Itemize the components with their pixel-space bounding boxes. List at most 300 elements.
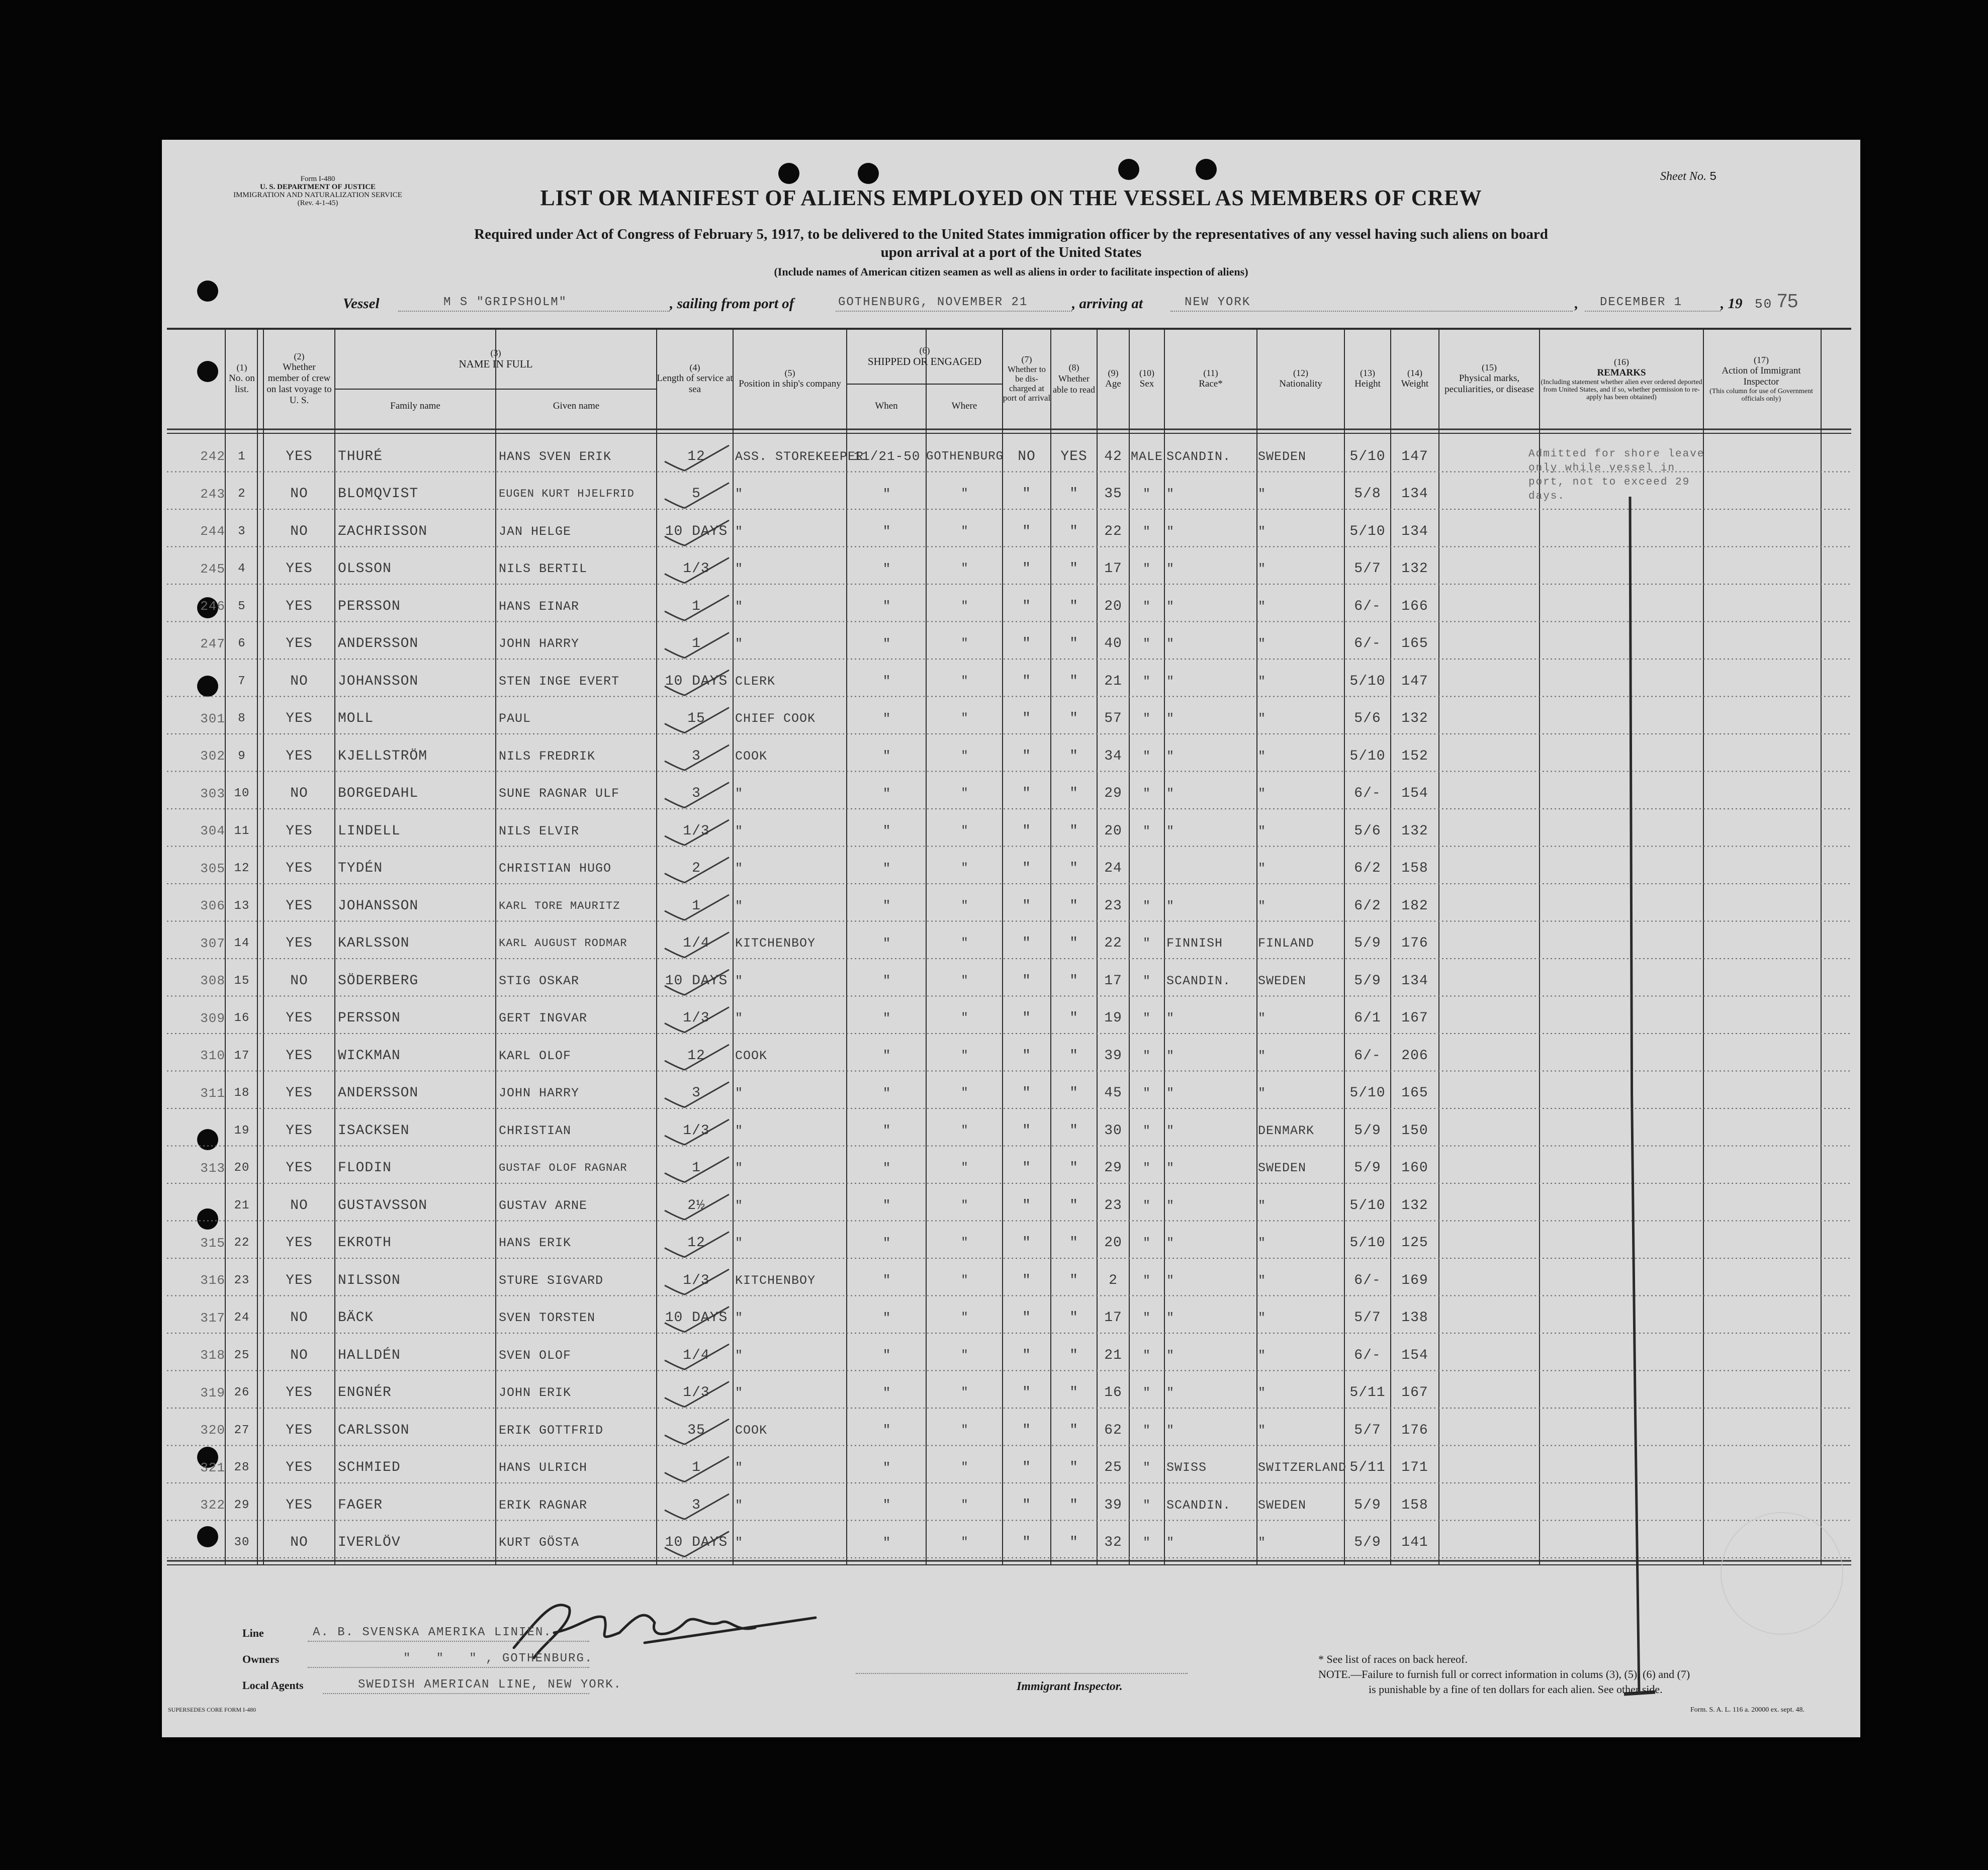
row-14-no: 14	[234, 937, 250, 951]
col17-note: (This column for use of Government officials only)	[1709, 388, 1813, 403]
row-18-no: 18	[234, 1086, 250, 1100]
owners-leader	[308, 1667, 589, 1668]
col15-label: Physical marks, peculiarities, or disease	[1444, 373, 1534, 395]
row-27-race: "	[1166, 1423, 1175, 1438]
row-16-prev: YES	[286, 1010, 313, 1026]
row-20-when: "	[882, 1160, 891, 1176]
row-9-ref: 302	[200, 749, 225, 764]
col12-label: Nationality	[1279, 379, 1322, 389]
row-18-wt: 165	[1401, 1085, 1428, 1101]
row-4-given: NILS BERTIL	[499, 562, 588, 577]
row-2-prev: NO	[290, 486, 308, 502]
row-9-pos: COOK	[735, 749, 768, 764]
row-3-ref: 244	[200, 524, 225, 539]
row-2-given: EUGEN KURT HJELFRID	[499, 488, 635, 501]
row-19-where: "	[961, 1124, 969, 1138]
row-5-when: "	[882, 599, 891, 614]
header-col10	[1129, 331, 1164, 426]
note-races: * See list of races on back hereof.	[1318, 1653, 1468, 1665]
row-30-no: 30	[234, 1536, 250, 1550]
row-8-nat: "	[1258, 711, 1267, 726]
row-11-ht: 5/6	[1354, 823, 1381, 839]
row-1-dis: NO	[1018, 448, 1036, 464]
row-29-sex: "	[1142, 1498, 1151, 1513]
row-14-race: FINNISH	[1166, 936, 1223, 951]
col6-label: SHIPPED OR ENGAGED	[867, 355, 982, 367]
row-19-ht: 5/9	[1354, 1123, 1381, 1139]
row-17-when: "	[882, 1048, 891, 1064]
header-col15	[1439, 331, 1540, 426]
row-16-ref: 309	[200, 1010, 225, 1026]
row-24-los: 10 DAYS	[665, 1310, 728, 1326]
row-24-prev: NO	[290, 1310, 308, 1326]
row-9-prev: YES	[286, 748, 313, 764]
row-7-given: STEN INGE EVERT	[499, 674, 620, 689]
row-7-where: "	[961, 674, 969, 688]
row-16-los: 1/3	[683, 1010, 710, 1026]
row-8-los: 15	[687, 711, 705, 727]
row-3-nat: "	[1258, 524, 1267, 539]
row-6-dis: "	[1022, 636, 1031, 652]
header-col3	[335, 331, 657, 386]
row-9-given: NILS FREDRIK	[499, 749, 596, 764]
row-6-pos: "	[735, 636, 744, 651]
row-14-los: 1/4	[683, 936, 710, 952]
row-13-family: JOHANSSON	[338, 898, 419, 914]
row-10-race: "	[1166, 786, 1175, 801]
row-5-where: "	[961, 599, 969, 613]
row-21-given: GUSTAV ARNE	[499, 1198, 588, 1213]
row-13-prev: YES	[286, 898, 313, 914]
row-24-when: "	[882, 1310, 891, 1326]
row-22-los: 12	[687, 1235, 705, 1251]
row-29-nat: SWEDEN	[1258, 1498, 1307, 1513]
row-4-ref: 245	[200, 561, 225, 577]
row-2-family: BLOMQVIST	[338, 486, 419, 502]
row-7-wt: 147	[1401, 673, 1428, 689]
agents-leader	[323, 1693, 589, 1694]
row-13-age: 23	[1104, 898, 1122, 914]
row-2-when: "	[882, 486, 891, 502]
row-13-where: "	[961, 899, 969, 913]
row-8-ref: 301	[200, 711, 225, 726]
row-28-where: "	[961, 1461, 969, 1475]
row-3-dis: "	[1022, 523, 1031, 539]
col7-number: (7)	[1021, 354, 1032, 364]
row-5-ht: 6/-	[1354, 598, 1381, 614]
row-30-age: 32	[1104, 1535, 1122, 1551]
row-12-sex	[1129, 853, 1164, 885]
row-8-age: 57	[1104, 711, 1122, 727]
row-16-race: "	[1166, 1011, 1175, 1026]
row-2-age: 35	[1104, 486, 1122, 502]
row-5-no: 5	[238, 599, 246, 613]
row-15-race: SCANDIN.	[1166, 973, 1231, 988]
col15-number: (15)	[1482, 362, 1497, 372]
row-1-los: 12	[687, 448, 705, 464]
row-4-ht: 5/7	[1354, 561, 1381, 577]
row-5-prev: YES	[286, 598, 313, 614]
header-col8	[1051, 331, 1097, 426]
row-1-age: 42	[1104, 448, 1122, 464]
row-15-wt: 134	[1401, 973, 1428, 989]
row-17-where: "	[961, 1049, 969, 1063]
row-26-sex: "	[1142, 1385, 1151, 1400]
form-service: IMMIGRATION AND NATURALIZATION SERVICE	[233, 191, 402, 199]
row-15-ref: 308	[200, 973, 225, 989]
row-27-prev: YES	[286, 1422, 313, 1438]
row-27-age: 62	[1104, 1422, 1122, 1438]
comma-separator: ,	[1575, 296, 1579, 312]
row-11-family: LINDELL	[338, 823, 401, 839]
row-7-sex: "	[1142, 674, 1151, 689]
row-14-read: "	[1069, 936, 1078, 952]
row-19-given: CHRISTIAN	[499, 1123, 572, 1138]
row-28-los: 1	[692, 1460, 701, 1476]
row-24-pos: "	[735, 1311, 744, 1326]
row-25-read: "	[1069, 1347, 1078, 1363]
row-18-ht: 5/10	[1349, 1085, 1386, 1101]
row-16-pos: "	[735, 1011, 744, 1026]
row-20-given: GUSTAF OLOF RAGNAR	[499, 1162, 627, 1175]
row-19-wt: 150	[1401, 1123, 1428, 1139]
row-1-wt: 147	[1401, 448, 1428, 464]
row-9-read: "	[1069, 748, 1078, 764]
row-13-when: "	[882, 898, 891, 914]
row-28-ht: 5/11	[1349, 1460, 1386, 1476]
row-1-family: THURÉ	[338, 448, 383, 464]
row-5-given: HANS EINAR	[499, 599, 580, 614]
row-15-when: "	[882, 973, 891, 989]
col1-label: No. on list.	[229, 373, 255, 395]
row-9-no: 9	[238, 749, 246, 763]
row-14-where: "	[961, 937, 969, 951]
row-30-where: "	[961, 1536, 969, 1550]
row-2-ht: 5/8	[1354, 486, 1381, 502]
row-19-race: "	[1166, 1123, 1175, 1138]
row-2-pos: "	[735, 487, 744, 502]
row-26-when: "	[882, 1385, 891, 1400]
row-12-los: 2	[692, 861, 701, 877]
row-9-when: "	[882, 749, 891, 764]
inspector-label: Immigrant Inspector.	[1017, 1680, 1123, 1693]
row-7-read: "	[1069, 673, 1078, 689]
row-14-pos: KITCHENBOY	[735, 936, 816, 951]
row-23-no: 23	[234, 1273, 250, 1287]
row-13-race: "	[1166, 898, 1175, 913]
row-20-read: "	[1069, 1160, 1078, 1176]
row-5-dis: "	[1022, 598, 1031, 614]
row-2-sex: "	[1142, 487, 1151, 502]
row-15-prev: NO	[290, 973, 308, 989]
row-21-dis: "	[1022, 1197, 1031, 1213]
row-4-prev: YES	[286, 561, 313, 577]
row-18-sex: "	[1142, 1086, 1151, 1101]
page-number: 75	[1777, 291, 1798, 312]
row-25-los: 1/4	[683, 1347, 710, 1363]
row-28-when: "	[882, 1460, 891, 1475]
row-16-wt: 167	[1401, 1010, 1428, 1026]
row-21-pos: "	[735, 1198, 744, 1213]
row-2-dis: "	[1022, 486, 1031, 502]
row-1-ht: 5/10	[1349, 448, 1386, 464]
row-30-when: "	[882, 1535, 891, 1550]
row-12-where: "	[961, 862, 969, 876]
arrival-port: NEW YORK	[1185, 296, 1251, 309]
row-6-family: ANDERSSON	[338, 636, 419, 652]
row-15-ht: 5/9	[1354, 973, 1381, 989]
row-20-no: 20	[234, 1161, 250, 1175]
row-28-pos: "	[735, 1460, 744, 1475]
row-3-pos: "	[735, 524, 744, 539]
row-19-pos: "	[735, 1123, 744, 1138]
row-17-no: 17	[234, 1049, 250, 1063]
row-29-wt: 158	[1401, 1497, 1428, 1513]
row-19-los: 1/3	[683, 1123, 710, 1139]
row-21-family: GUSTAVSSON	[338, 1197, 428, 1213]
row-12-dis: "	[1022, 861, 1031, 877]
row-27-family: CARLSSON	[338, 1422, 410, 1438]
row-25-race: "	[1166, 1348, 1175, 1363]
row-9-los: 3	[692, 748, 701, 764]
row-13-sex: "	[1142, 898, 1151, 913]
row-15-read: "	[1069, 973, 1078, 989]
row-21-race: "	[1166, 1198, 1175, 1213]
agents-value: SWEDISH AMERICAN LINE, NEW YORK.	[358, 1678, 622, 1692]
row-1-pos: ASS. STOREKEEPER	[735, 449, 864, 464]
row-10-dis: "	[1022, 786, 1031, 802]
row-6-prev: YES	[286, 636, 313, 652]
header-col17	[1703, 331, 1819, 426]
row-20-race: "	[1166, 1161, 1175, 1176]
row-14-sex: "	[1142, 936, 1151, 951]
vessel-label: Vessel	[343, 296, 380, 312]
seal-stamp	[1721, 1512, 1843, 1635]
row-28-race: SWISS	[1166, 1460, 1207, 1475]
row-27-given: ERIK GOTTFRID	[499, 1423, 604, 1438]
row-18-given: JOHN HARRY	[499, 1086, 580, 1101]
row-26-where: "	[961, 1386, 969, 1400]
row-15-nat: SWEDEN	[1258, 973, 1307, 988]
manifest-subtitle-1: Required under Act of Congress of February 5, 1917, to be delivered to the United States immigration officer by the representatives of any vessel having such aliens on board	[474, 226, 1548, 242]
row-23-ref: 316	[200, 1273, 225, 1288]
row-7-ht: 5/10	[1349, 673, 1386, 689]
row-17-ref: 310	[200, 1048, 225, 1064]
row-19-prev: YES	[286, 1123, 313, 1139]
row-27-wt: 176	[1401, 1422, 1428, 1438]
row-6-age: 40	[1104, 636, 1122, 652]
row-13-dis: "	[1022, 898, 1031, 914]
row-1-ref: 242	[200, 449, 225, 464]
row-2-ref: 243	[200, 486, 225, 502]
row-10-given: SUNE RAGNAR ULF	[499, 786, 620, 801]
row-18-family: ANDERSSON	[338, 1085, 419, 1101]
row-4-nat: "	[1258, 562, 1267, 577]
row-11-dis: "	[1022, 823, 1031, 839]
row-30-prev: NO	[290, 1535, 308, 1551]
row-13-read: "	[1069, 898, 1078, 914]
row-24-where: "	[961, 1311, 969, 1325]
row-22-no: 22	[234, 1236, 250, 1250]
row-2-read: "	[1069, 486, 1078, 502]
row-4-race: "	[1166, 562, 1175, 577]
row-28-ref: 321	[200, 1460, 225, 1475]
row-22-sex: "	[1142, 1236, 1151, 1251]
row-6-nat: "	[1258, 636, 1267, 651]
row-12-pos: "	[735, 861, 744, 876]
col17-number: (17)	[1754, 355, 1769, 365]
row-14-ht: 5/9	[1354, 936, 1381, 952]
row-27-pos: COOK	[735, 1423, 768, 1438]
row-27-where: "	[961, 1423, 969, 1437]
form-number: Form I-480	[300, 175, 335, 183]
row-12-read: "	[1069, 861, 1078, 877]
arriving-label: , arriving at	[1072, 296, 1143, 312]
row-11-no: 11	[234, 824, 250, 838]
row-20-dis: "	[1022, 1160, 1031, 1176]
row-11-pos: "	[735, 823, 744, 838]
departure-port: GOTHENBURG, NOVEMBER 21	[838, 296, 1028, 309]
sheet-label: Sheet No.	[1660, 170, 1706, 183]
row-26-los: 1/3	[683, 1385, 710, 1401]
row-18-where: "	[961, 1086, 969, 1100]
row-16-where: "	[961, 1011, 969, 1025]
row-13-los: 1	[692, 898, 701, 914]
row-26-family: ENGNÉR	[338, 1385, 392, 1401]
row-25-age: 21	[1104, 1347, 1122, 1363]
row-25-wt: 154	[1401, 1347, 1428, 1363]
manifest-subtitle-2: upon arrival at a port of the United States	[880, 244, 1142, 260]
col14-label: Weight	[1401, 379, 1429, 389]
col9-number: (9)	[1108, 368, 1119, 378]
agents-label: Local Agents	[242, 1679, 304, 1692]
row-25-when: "	[882, 1348, 891, 1363]
row-21-ref	[170, 1189, 225, 1222]
row-23-race: "	[1166, 1273, 1175, 1288]
row-26-dis: "	[1022, 1385, 1031, 1401]
form-department: U. S. DEPARTMENT OF JUSTICE	[259, 183, 376, 191]
row-19-family: ISACKSEN	[338, 1123, 410, 1139]
row-17-given: KARL OLOF	[499, 1048, 572, 1063]
row-17-ht: 6/-	[1354, 1048, 1381, 1064]
col2-number: (2)	[294, 351, 305, 361]
row-21-age: 23	[1104, 1197, 1122, 1213]
row-30-dis: "	[1022, 1535, 1031, 1551]
row-23-family: NILSSON	[338, 1272, 401, 1288]
row-6-ht: 6/-	[1354, 636, 1381, 652]
row-6-no: 6	[238, 637, 246, 651]
row-11-given: NILS ELVIR	[499, 823, 580, 838]
row-2-race: "	[1166, 487, 1175, 502]
row-9-dis: "	[1022, 748, 1031, 764]
header-col16	[1540, 331, 1703, 426]
row-2-nat: "	[1258, 487, 1267, 502]
row-12-ht: 6/2	[1354, 861, 1381, 877]
row-15-no: 15	[234, 974, 250, 988]
header-col4	[657, 331, 733, 426]
row-14-wt: 176	[1401, 936, 1428, 952]
header-col13	[1344, 331, 1391, 426]
row-29-where: "	[961, 1498, 969, 1512]
row-27-los: 35	[687, 1422, 705, 1438]
row-22-prev: YES	[286, 1235, 313, 1251]
row-22-nat: "	[1258, 1236, 1267, 1251]
row-4-los: 1/3	[683, 561, 710, 577]
col16-note: (Including statement whether alien ever ordered deported from United States, and if so, whether permission to re-apply has been obtained)	[1541, 378, 1702, 401]
row-11-nat: "	[1258, 823, 1267, 838]
row-16-no: 16	[234, 1011, 250, 1025]
year-prefix: , 19	[1721, 296, 1743, 312]
row-27-read: "	[1069, 1422, 1078, 1438]
note-line-1: NOTE.—Failure to furnish full or correct information in colums (3), (5), (6) and (7)	[1318, 1668, 1690, 1680]
row-3-age: 22	[1104, 523, 1122, 539]
row-6-sex: "	[1142, 636, 1151, 651]
row-19-ref	[170, 1114, 225, 1147]
row-24-read: "	[1069, 1310, 1078, 1326]
row-15-where: "	[961, 974, 969, 988]
col1-number: (1)	[236, 362, 247, 372]
row-21-when: "	[882, 1198, 891, 1213]
owners-value: " " " , GOTHENBURG.	[403, 1652, 593, 1665]
row-24-race: "	[1166, 1311, 1175, 1326]
row-23-given: STURE SIGVARD	[499, 1273, 604, 1288]
row-13-wt: 182	[1401, 898, 1428, 914]
col11-label: Race*	[1199, 379, 1223, 389]
row-7-pos: CLERK	[735, 674, 776, 689]
row-24-no: 24	[234, 1311, 250, 1325]
row-6-wt: 165	[1401, 636, 1428, 652]
row-1-where: GOTHENBURG	[926, 449, 1004, 463]
row-30-ref	[170, 1527, 225, 1559]
line-label: Line	[242, 1627, 264, 1639]
row-15-los: 10 DAYS	[665, 973, 728, 989]
row-26-read: "	[1069, 1385, 1078, 1401]
row-4-sex: "	[1142, 562, 1151, 577]
row-18-pos: "	[735, 1086, 744, 1101]
print-code-left: SUPERSEDES CORE FORM I-480	[168, 1706, 256, 1713]
row-3-where: "	[961, 524, 969, 538]
row-17-nat: "	[1258, 1048, 1267, 1063]
row-19-sex: "	[1142, 1123, 1151, 1138]
row-7-dis: "	[1022, 673, 1031, 689]
row-12-nat: "	[1258, 861, 1267, 876]
row-22-when: "	[882, 1235, 891, 1251]
header-col6	[847, 331, 1003, 381]
row-21-los: 2½	[687, 1197, 705, 1213]
row-15-age: 17	[1104, 973, 1122, 989]
row-16-given: GERT INGVAR	[499, 1011, 588, 1026]
row-4-pos: "	[735, 562, 744, 577]
row-15-pos: "	[735, 973, 744, 988]
row-26-pos: "	[735, 1385, 744, 1400]
row-9-where: "	[961, 749, 969, 763]
row-3-los: 10 DAYS	[665, 523, 728, 539]
row-28-read: "	[1069, 1460, 1078, 1476]
row-27-ht: 5/7	[1354, 1422, 1381, 1438]
row-27-ref: 320	[200, 1423, 225, 1438]
row-5-ref: 246	[200, 599, 225, 614]
row-24-ref: 317	[200, 1310, 225, 1326]
row-15-sex: "	[1142, 973, 1151, 988]
row-10-age: 29	[1104, 786, 1122, 802]
header-col5	[733, 331, 847, 426]
row-17-los: 12	[687, 1048, 705, 1064]
row-12-family: TYDÉN	[338, 861, 383, 877]
row-12-given: CHRISTIAN HUGO	[499, 861, 612, 876]
remarks-ditto-line	[1620, 492, 1680, 1703]
row-16-family: PERSSON	[338, 1010, 401, 1026]
row-22-wt: 125	[1401, 1235, 1428, 1251]
